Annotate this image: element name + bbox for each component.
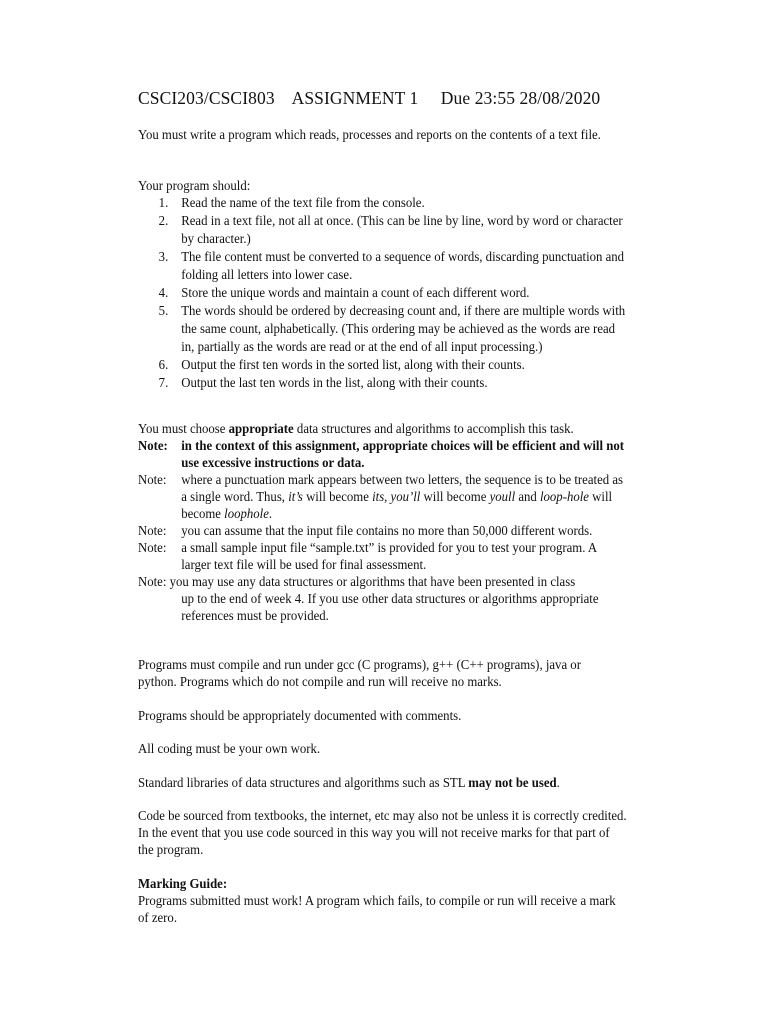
note-text: will become	[181, 489, 613, 521]
note-label: Note:	[138, 540, 167, 555]
note-label: Note:	[138, 438, 168, 453]
note-punctuation	[138, 471, 627, 522]
example-word: it’s	[288, 489, 303, 504]
list-item-text: The words should be ordered by decreasing count and, if there are multiple words with the same count, alphabetically. (This ordering may be achieved as the words are read in, partially as the words are read or at the end of all input processing.)	[181, 303, 626, 354]
note-efficiency	[138, 437, 627, 471]
documentation-paragraph: Programs should be appropriately documented with comments.	[138, 708, 462, 723]
choose-text: You must choose	[138, 421, 229, 436]
list-item-text: Output the first ten words in the sorted list, along with their counts.	[181, 357, 525, 372]
marking-guide-text: Programs submitted must work! A program which fails, to compile or run will receive a mark of zero.	[138, 893, 616, 925]
list-item-text: Store the unique words and maintain a count of each different word.	[181, 285, 530, 300]
list-item	[138, 356, 627, 374]
list-item-number: 5.	[158, 303, 169, 318]
note-text: where a punctuation mark appears between two letters, the sequence is to be treated as a single word. Thus,	[181, 472, 623, 504]
stl-paragraph	[138, 774, 627, 791]
note-text: Note: you may use any data structures or algorithms that have been presented in class	[138, 574, 576, 589]
note-text: .	[268, 506, 273, 521]
program-should-label: Your program should:	[138, 178, 251, 193]
list-item-text: Read in a text file, not all at once. (This can be line by line, word by word or character by character.)	[181, 213, 623, 246]
list-item	[138, 248, 627, 284]
list-item-number: 7.	[158, 375, 169, 390]
note-label: Note:	[138, 523, 167, 538]
note-text: up to the end of week 4. If you use other data structures or algorithms appropriate references must be provided.	[181, 591, 599, 623]
stl-text-end: .	[556, 775, 560, 790]
choose-bold-text: appropriate	[228, 421, 294, 436]
notes-section	[138, 437, 627, 624]
example-word: loop-hole	[539, 489, 589, 504]
list-item	[138, 212, 627, 248]
list-item	[138, 302, 627, 356]
note-text: will become	[420, 489, 490, 504]
example-word: its	[372, 489, 385, 504]
example-word: youll	[489, 489, 516, 504]
page-title: CSCI203/CSCI803 ASSIGNMENT 1 Due 23:55 28/08/2020	[138, 88, 601, 108]
note-sample-file	[138, 539, 627, 573]
note-text: in the context of this assignment, appropriate choices will be efficient and will not use excessive instructions or data.	[181, 438, 624, 470]
list-item-number: 6.	[158, 357, 169, 372]
list-item	[138, 194, 627, 212]
list-item-number: 1.	[158, 195, 169, 210]
note-references	[138, 573, 627, 624]
note-text: a small sample input file “sample.txt” is provided for you to test your program. A larger text file will be used for final assessment.	[181, 540, 597, 572]
stl-text: Standard libraries of data structures and algorithms such as STL	[138, 775, 469, 790]
list-item-text: Output the last ten words in the list, along with their counts.	[181, 375, 488, 390]
list-item-number: 3.	[158, 249, 169, 264]
note-text: you can assume that the input file contains no more than 50,000 different words.	[181, 523, 593, 538]
note-word-limit	[138, 522, 627, 539]
note-text: will become	[302, 489, 373, 504]
list-item-text: Read the name of the text file from the console.	[181, 195, 425, 210]
list-item-number: 4.	[158, 285, 169, 300]
compile-paragraph: Programs must compile and run under gcc (C programs), g++ (C++ programs), java or python. Programs which do not compile and run will receive no marks.	[138, 657, 581, 689]
note-text: ,	[384, 489, 391, 504]
list-item	[138, 374, 627, 392]
choose-paragraph	[138, 420, 627, 437]
list-item-number: 2.	[158, 213, 169, 228]
list-item-text: The file content must be converted to a sequence of words, discarding punctuation and folding all letters into lower case.	[181, 249, 625, 282]
sourced-code-paragraph: Code be sourced from textbooks, the internet, etc may also not be unless it is correctly credited. In the event that you use code sourced in this way you will not receive marks for that part of the program.	[138, 808, 627, 857]
choose-text-end: data structures and algorithms to accomplish this task.	[293, 421, 574, 436]
note-text: and	[515, 489, 540, 504]
list-item	[138, 284, 627, 302]
stl-bold-text: may not be used	[468, 775, 557, 790]
intro-paragraph: You must write a program which reads, processes and reports on the contents of a text file.	[138, 127, 601, 142]
own-work-paragraph: All coding must be your own work.	[138, 741, 321, 756]
note-label: Note:	[138, 472, 167, 487]
requirements-list	[138, 194, 627, 392]
example-word: you’ll	[390, 489, 421, 504]
marking-guide-heading: Marking Guide:	[138, 876, 228, 891]
example-word: loophole	[224, 506, 269, 521]
